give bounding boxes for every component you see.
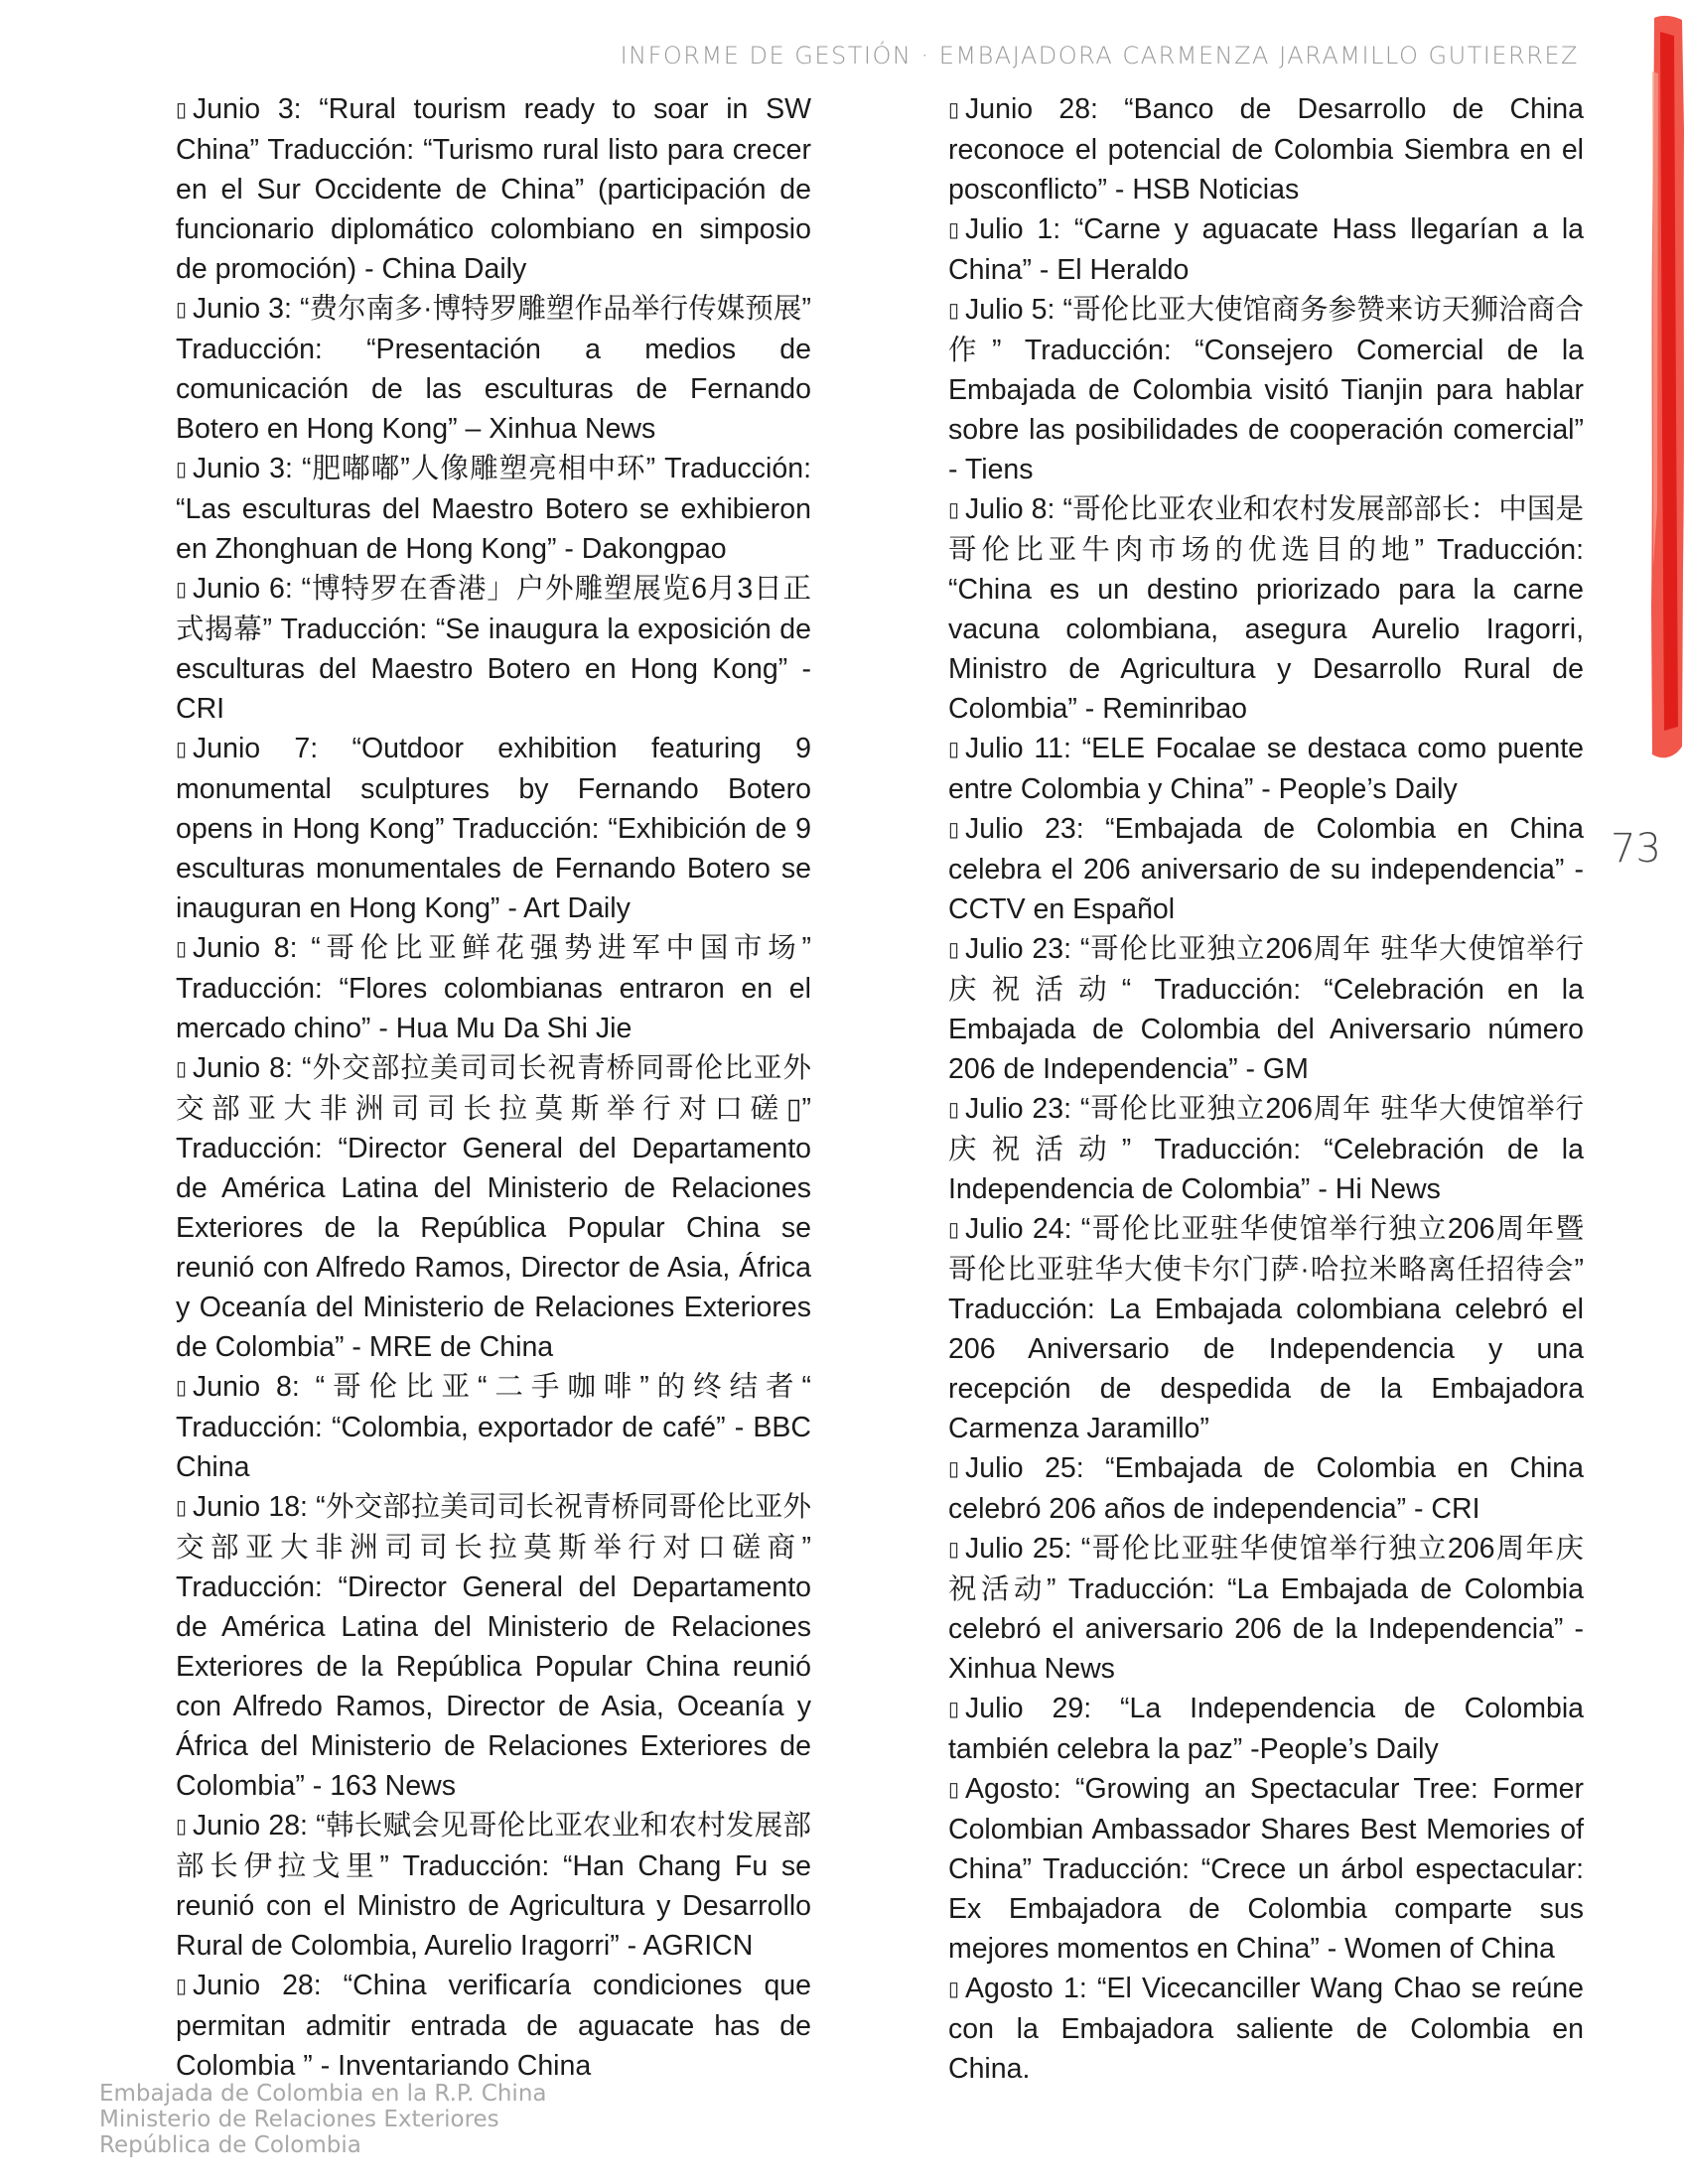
footer-line-country: República de Colombia bbox=[99, 2132, 361, 2158]
bullet-icon: ▯ bbox=[948, 939, 960, 961]
press-entry-text: Junio 8: “哥伦比亚鲜花强势进军中国市场” Traducción: “Flores colombianas entraron en el mercado chino” - Hua Mu Da Shi Jie bbox=[176, 932, 811, 1044]
left-column bbox=[176, 89, 811, 2086]
press-entry-text: Agosto: “Growing an Spectacular Tree: Former Colombian Ambassador Shares Best Memories of China” Traducción: “Crece un árbol espectacular: Ex Embajadora de Colombia comparte sus mejores momentos en China” - Women of China bbox=[948, 1773, 1584, 1965]
press-entry bbox=[176, 289, 811, 449]
press-entry-text: Julio 11: “ELE Focalae se destaca como puente entre Colombia y China” - People’s Daily bbox=[948, 733, 1584, 805]
bullet-icon: ▯ bbox=[948, 1539, 960, 1561]
press-entry-text: Junio 8: “外交部拉美司司长祝青桥同哥伦比亚外交部亚大非洲司司长拉莫斯举行对口磋▯” Traducción: “Director General del Departamento de América Latina del Ministerio de Relaciones Exteriores de la República Popular China se reunió con Alfredo Ramos, Director de Asia, África y Oceanía del Ministerio de Relaciones Exteriores de Colombia” - MRE de China bbox=[176, 1052, 811, 1363]
bullet-icon: ▯ bbox=[176, 579, 188, 601]
bullet-icon: ▯ bbox=[176, 1976, 188, 1997]
press-entry bbox=[176, 1966, 811, 2086]
bullet-icon: ▯ bbox=[948, 1219, 960, 1241]
press-entry bbox=[948, 89, 1584, 209]
press-entry bbox=[176, 89, 811, 289]
bullet-icon: ▯ bbox=[176, 299, 188, 321]
press-entry-text: Julio 1: “Carne y aguacate Hass llegarían a la China” - El Heraldo bbox=[948, 213, 1584, 286]
press-entry-text: Julio 25: “Embajada de Colombia en China celebró 206 años de independencia” - CRI bbox=[948, 1452, 1584, 1525]
footer-line-embassy: Embajada de Colombia en la R.P. China bbox=[99, 2081, 547, 2107]
bullet-icon: ▯ bbox=[176, 1058, 188, 1080]
press-entry bbox=[948, 1209, 1584, 1448]
press-entry-text: Julio 23: “Embajada de Colombia en China celebra el 206 aniversario de su independencia” - CCTV en Español bbox=[948, 813, 1584, 925]
press-entry-text: Julio 23: “哥伦比亚独立206周年 驻华大使馆举行庆祝活动“ Traducción: “Celebración en la Embajada de Colombia del Aniversario número 206 de Independencia” - GM bbox=[948, 933, 1584, 1085]
press-entry bbox=[948, 209, 1584, 290]
bullet-icon: ▯ bbox=[948, 1979, 960, 2000]
press-entry bbox=[176, 729, 811, 928]
bullet-icon: ▯ bbox=[176, 1497, 188, 1519]
press-entry bbox=[948, 1529, 1584, 1689]
press-entry-text: Junio 6: “博特罗在香港」户外雕塑展览6月3日正式揭幕” Traducción: “Se inaugura la exposición de esculturas del Maestro Botero en Hong Kong” - CRI bbox=[176, 573, 811, 725]
press-entry-text: Julio 24: “哥伦比亚驻华使馆举行独立206周年暨哥伦比亚驻华大使卡尔门萨·哈拉米略离任招待会” Traducción: La Embajada colombiana celebró el 206 Aniversario de Independencia y una recepción de despedida de la Embajadora Carmenza Jaramillo” bbox=[948, 1213, 1584, 1444]
footer-line-ministry: Ministerio de Relaciones Exteriores bbox=[99, 2107, 499, 2132]
press-entry bbox=[176, 1367, 811, 1487]
bullet-icon: ▯ bbox=[176, 1377, 188, 1399]
bullet-icon: ▯ bbox=[176, 938, 188, 960]
press-entry-text: Julio 5: “哥伦比亚大使馆商务参赞来访天狮洽商合作” Traducción: “Consejero Comercial de la Embajada de Colombia visitó Tianjin para hablar sobre las posibilidades de cooperación comercial” - Tiens bbox=[948, 294, 1584, 485]
press-entry bbox=[948, 1448, 1584, 1529]
press-entry bbox=[948, 1089, 1584, 1209]
press-entry bbox=[948, 489, 1584, 729]
press-entry bbox=[948, 729, 1584, 809]
bullet-icon: ▯ bbox=[948, 300, 960, 322]
press-entry-text: Junio 18: “外交部拉美司司长祝青桥同哥伦比亚外交部亚大非洲司司长拉莫斯举行对口磋商” Traducción: “Director General del Departamento de América Latina del Ministerio de Relaciones Exteriores de la República Popular China reunió con Alfredo Ramos, Director de Asia, Oceanía y África del Ministerio de Relaciones Exteriores de Colombia” - 163 News bbox=[176, 1491, 811, 1802]
bullet-icon: ▯ bbox=[948, 819, 960, 841]
press-entry bbox=[948, 809, 1584, 929]
press-entry bbox=[176, 449, 811, 569]
press-entry bbox=[176, 1487, 811, 1806]
press-entry-text: Junio 28: “Banco de Desarrollo de China reconoce el potencial de Colombia Siembra en el posconflicto” - HSB Noticias bbox=[948, 93, 1584, 205]
bullet-icon: ▯ bbox=[176, 99, 188, 121]
bullet-icon: ▯ bbox=[948, 1458, 960, 1480]
bullet-icon: ▯ bbox=[176, 739, 188, 760]
press-entry bbox=[176, 1806, 811, 1966]
press-entry-text: Junio 28: “China verificaría condiciones que permitan admitir entrada de aguacate has de Colombia ” - Inventariando China bbox=[176, 1970, 811, 2082]
bullet-icon: ▯ bbox=[948, 99, 960, 121]
bullet-icon: ▯ bbox=[176, 459, 188, 480]
right-column bbox=[948, 89, 1584, 2089]
press-entry-text: Julio 23: “哥伦比亚独立206周年 驻华大使馆举行庆祝活动” Traducción: “Celebración de la Independencia de Colombia” - Hi News bbox=[948, 1093, 1584, 1205]
press-entry-text: Julio 8: “哥伦比亚农业和农村发展部部长：中国是哥伦比亚牛肉市场的优选目的地” Traducción: “China es un destino priorizado para la carne vacuna colombiana, asegura Aurelio Iragorri, Ministro de Agricultura y Desarrollo Rural de Colombia” - Reminribao bbox=[948, 493, 1584, 725]
press-entry bbox=[176, 569, 811, 729]
bullet-icon: ▯ bbox=[948, 739, 960, 760]
press-entry bbox=[176, 928, 811, 1048]
press-entry-text: Junio 28: “韩长赋会见哥伦比亚农业和农村发展部部长伊拉戈里” Traducción: “Han Chang Fu se reunió con el Ministro de Agricultura y Desarrollo Rural de Colombia, Aurelio Iragorri” - AGRICN bbox=[176, 1810, 811, 1962]
press-entry bbox=[948, 929, 1584, 1089]
press-entry bbox=[176, 1048, 811, 1367]
press-entry bbox=[948, 290, 1584, 489]
press-entry-text: Junio 3: “肥嘟嘟”人像雕塑亮相中环” Traducción: “Las esculturas del Maestro Botero se exhibieron en Zhonghuan de Hong Kong” - Dakongpao bbox=[176, 453, 811, 565]
bullet-icon: ▯ bbox=[948, 1779, 960, 1801]
press-entry-text: Junio 8: “哥伦比亚“二手咖啡”的终结者“ Traducción: “Colombia, exportador de café” - BBC China bbox=[176, 1371, 811, 1483]
bullet-icon: ▯ bbox=[948, 499, 960, 521]
footer bbox=[99, 2081, 547, 2158]
press-entry-text: Junio 7: “Outdoor exhibition featuring 9 monumental sculptures by Fernando Botero opens in Hong Kong” Traducción: “Exhibición de 9 esculturas monumentales de Fernando Botero se inauguran en Hong Kong” - Art Daily bbox=[176, 733, 811, 924]
page-number: 73 bbox=[1611, 826, 1661, 872]
press-entry-text: Agosto 1: “El Vicecanciller Wang Chao se reúne con la Embajadora saliente de Colombia en China. bbox=[948, 1973, 1584, 2085]
bullet-icon: ▯ bbox=[948, 1099, 960, 1121]
bullet-icon: ▯ bbox=[948, 219, 960, 241]
press-entry-text: Julio 25: “哥伦比亚驻华使馆举行独立206周年庆祝活动” Traducción: “La Embajada de Colombia celebró el aniversario 206 de la Independencia” - Xinhua News bbox=[948, 1533, 1584, 1685]
press-entry bbox=[948, 1969, 1584, 2089]
press-entry bbox=[948, 1689, 1584, 1769]
page-header: INFORME DE GESTIÓN · EMBAJADORA CARMENZA JARAMILLO GUTIERREZ bbox=[620, 42, 1579, 69]
red-brush-stroke-decoration bbox=[1648, 12, 1686, 766]
bullet-icon: ▯ bbox=[948, 1699, 960, 1720]
press-entry bbox=[948, 1769, 1584, 1969]
press-entry-text: Junio 3: “费尔南多·博特罗雕塑作品举行传媒预展” Traducción: “Presentación a medios de comunicación de las esculturas de Fernando Botero en Hong Kong” – Xinhua News bbox=[176, 293, 811, 445]
press-entry-text: Julio 29: “La Independencia de Colombia también celebra la paz” -People’s Daily bbox=[948, 1693, 1584, 1765]
bullet-icon: ▯ bbox=[176, 1816, 188, 1838]
press-entry-text: Junio 3: “Rural tourism ready to soar in SW China” Traducción: “Turismo rural listo para crecer en el Sur Occidente de China” (participación de funcionario diplomático colombiano en simposio de promoción) - China Daily bbox=[176, 93, 811, 285]
